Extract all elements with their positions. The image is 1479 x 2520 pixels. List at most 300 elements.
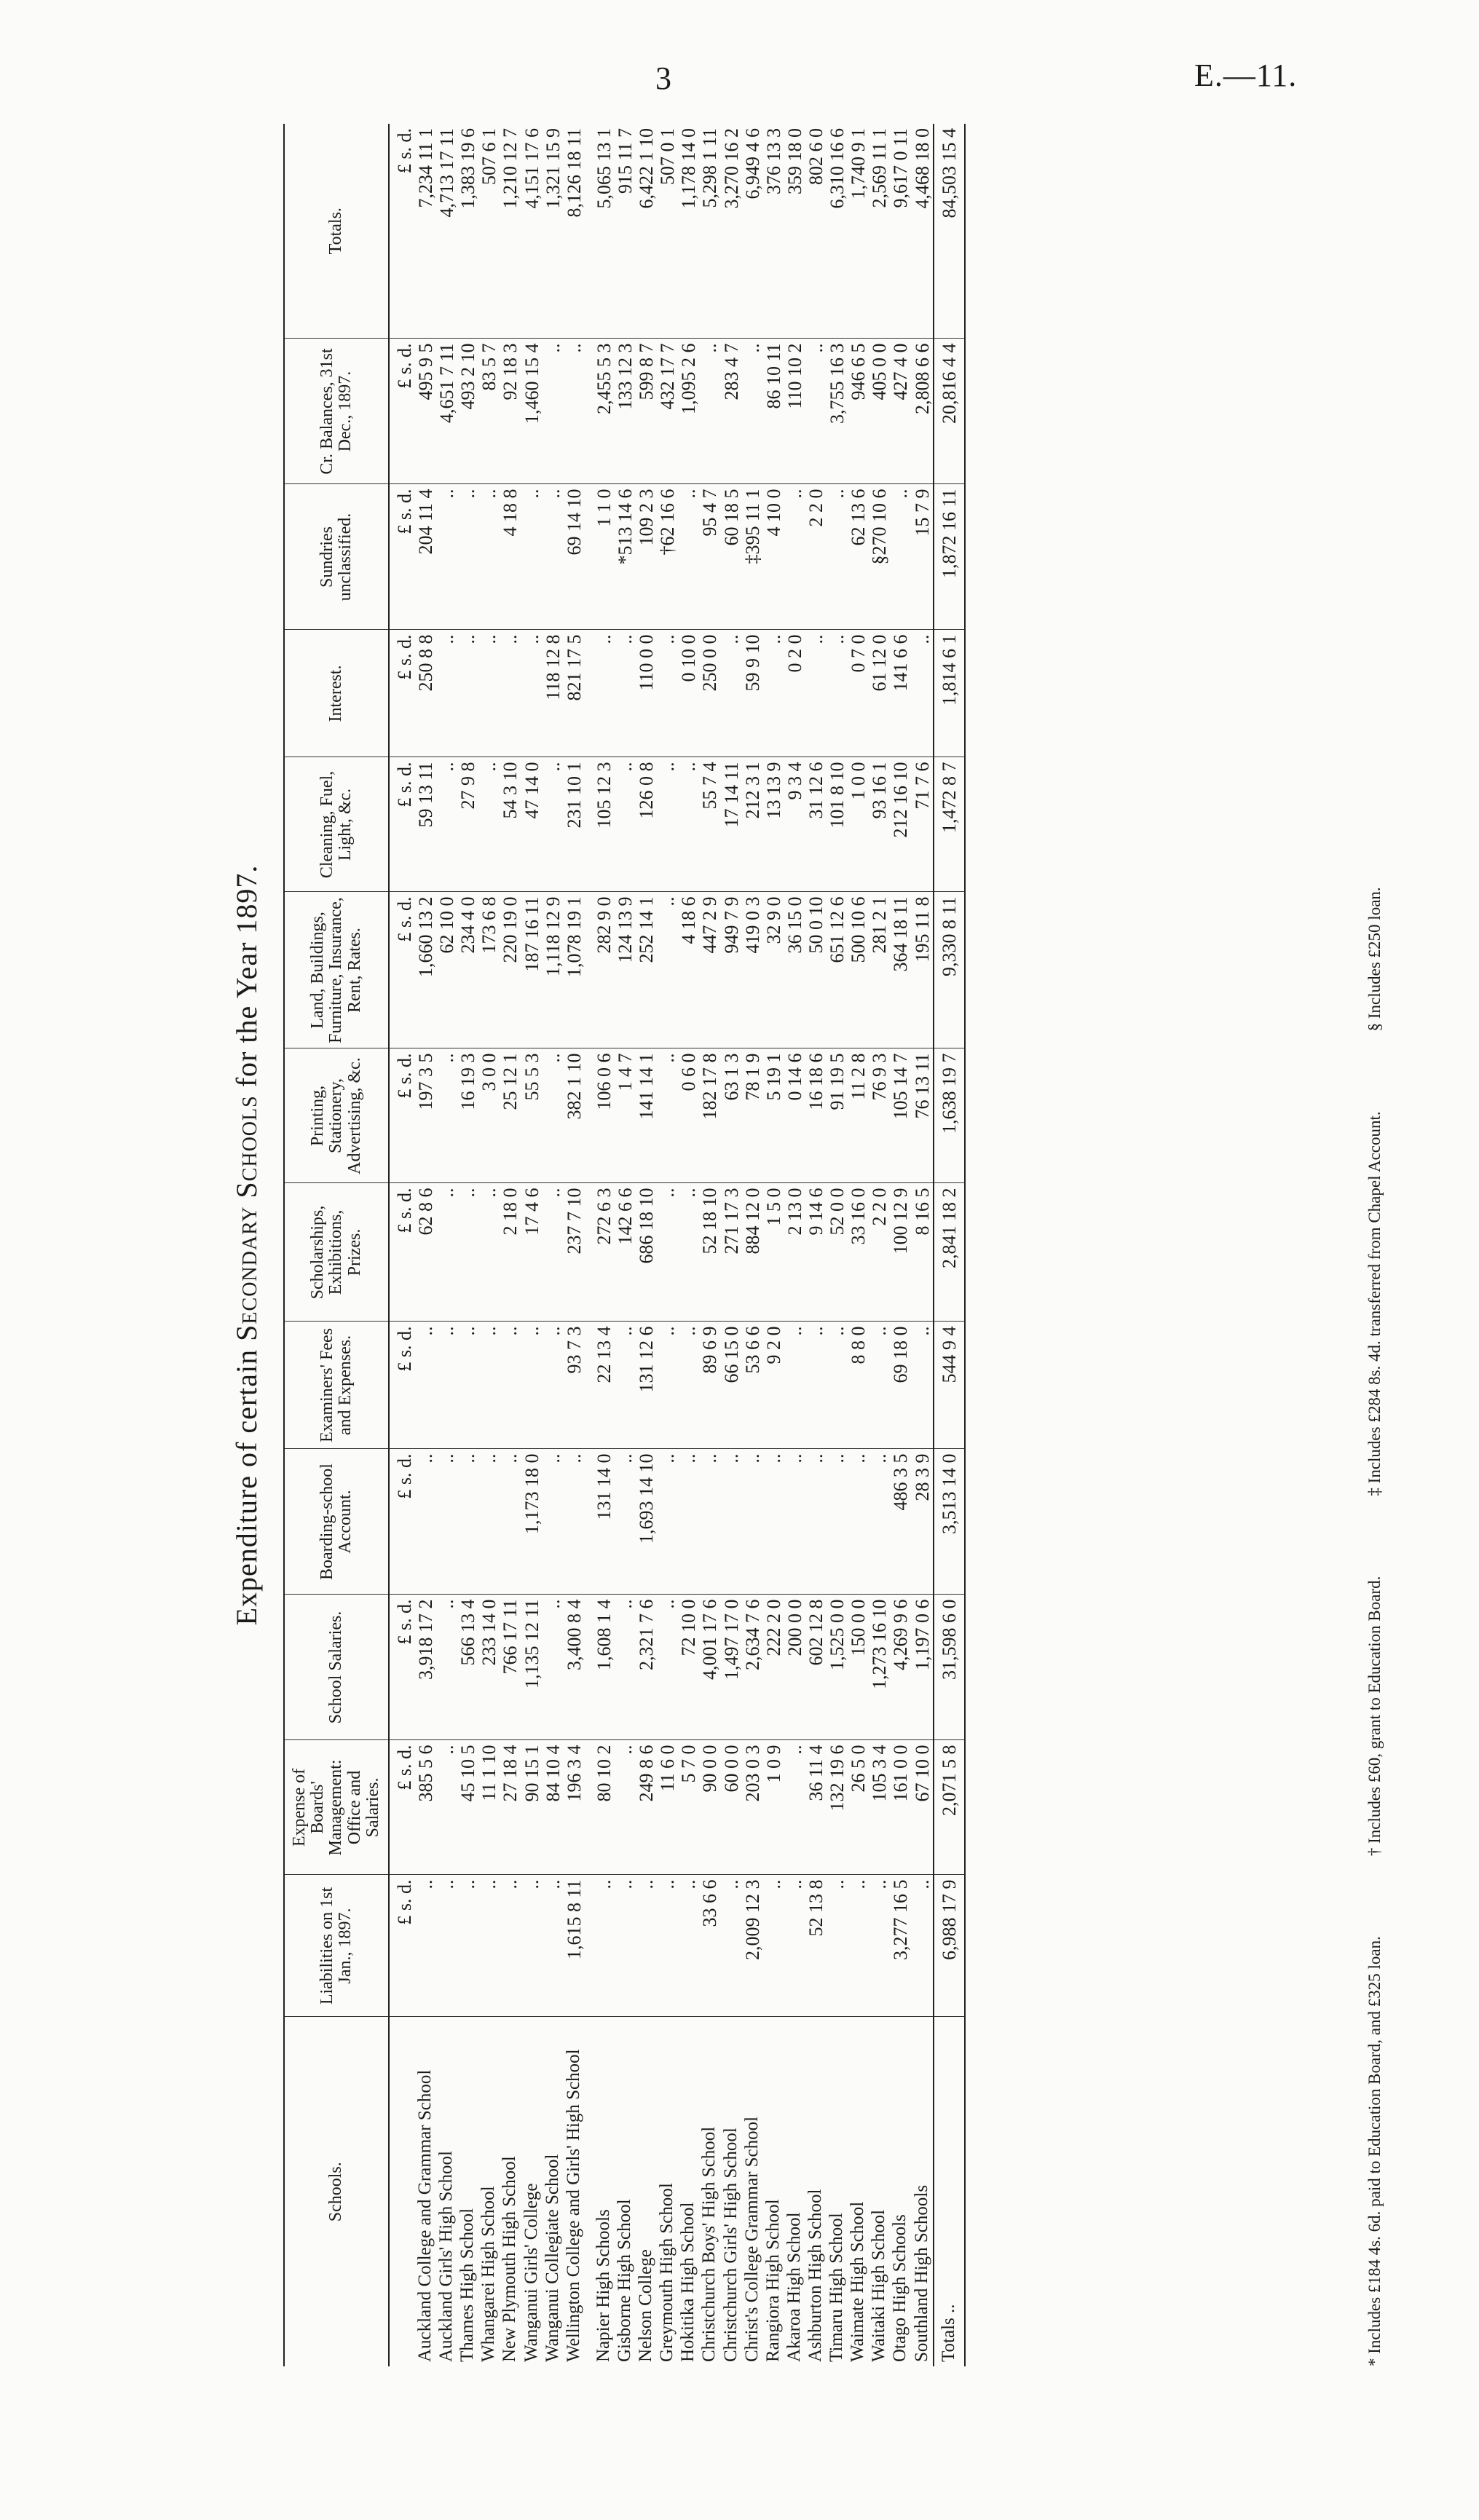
cell-sund: §270 10 6 xyxy=(869,484,890,630)
cell-liab: .. xyxy=(478,1875,500,2017)
cell-schol: 2 2 0 xyxy=(869,1183,890,1322)
cell-tot: 6,310 16 6 xyxy=(827,124,848,339)
cell-liab: .. xyxy=(678,1875,699,2017)
units-label: £ s. d. xyxy=(389,339,415,484)
cell-tot: 1,321 15 9 xyxy=(543,124,564,339)
table-row xyxy=(415,124,436,2366)
cell-liab: .. xyxy=(869,1875,890,2017)
cell-board: .. xyxy=(543,1449,564,1595)
cell-mgmt: 84 10 4 xyxy=(543,1740,564,1875)
cell-exam: 9 2 0 xyxy=(763,1322,784,1449)
cell-schol: .. xyxy=(543,1183,564,1322)
cell-int: 61 12 0 xyxy=(869,630,890,757)
total-sal: 31,598 6 0 xyxy=(934,1595,965,1740)
school-name: Christchurch Girls' High School xyxy=(720,2128,741,2362)
cell-int: 821 17 5 xyxy=(564,630,585,757)
cell-tot: 8,126 18 11 xyxy=(564,124,585,339)
cell-tot: 376 13 3 xyxy=(763,124,784,339)
cell-mgmt: 26 5 0 xyxy=(848,1740,869,1875)
school-name: Timaru High School xyxy=(827,2213,847,2362)
cell-exam: .. xyxy=(457,1322,478,1449)
cell-clean: .. xyxy=(436,757,457,892)
cell-schol: 1 5 0 xyxy=(763,1183,784,1322)
cell-clean: 9 3 4 xyxy=(784,757,805,892)
cell-land: 419 0 3 xyxy=(742,892,763,1048)
cell-clean: .. xyxy=(657,757,678,892)
cell-liab: .. xyxy=(415,1875,436,2017)
cell-int: 118 12 8 xyxy=(543,630,564,757)
cell-print: 182 17 8 xyxy=(699,1048,720,1183)
title-prefix: Expenditure of certain xyxy=(230,1348,263,1626)
school-name: Otago High Schools xyxy=(890,2214,910,2362)
cell-schol: 8 16 5 xyxy=(912,1183,934,1322)
cell-liab: .. xyxy=(521,1875,543,2017)
cell-tot: 6,422 1 10 xyxy=(636,124,657,339)
cell-land: 1,078 19 1 xyxy=(564,892,585,1048)
cell-sal: 1,273 16 10 xyxy=(869,1595,890,1740)
cell-liab: .. xyxy=(615,1875,636,2017)
cell-tot: 5,298 1 11 xyxy=(699,124,720,339)
cell-int: .. xyxy=(827,630,848,757)
cell-clean: 31 12 6 xyxy=(805,757,827,892)
table-row xyxy=(478,124,500,2366)
table-row xyxy=(742,124,763,2366)
school-name: Thames High School xyxy=(457,2208,478,2362)
school-name: Whangarei High School xyxy=(478,2186,499,2362)
cell-clean: 13 13 9 xyxy=(763,757,784,892)
cell-sal: 566 13 4 xyxy=(457,1595,478,1740)
cell-board: .. xyxy=(742,1449,763,1595)
header-interest: Interest. xyxy=(284,630,389,757)
cell-int: 110 0 0 xyxy=(636,630,657,757)
cell-print: 3 0 0 xyxy=(478,1048,500,1183)
cell-sal: 3,918 17 2 xyxy=(415,1595,436,1740)
cell-sal: 200 0 0 xyxy=(784,1595,805,1740)
header-sundries: Sundries unclassified. xyxy=(284,484,389,630)
cell-exam: 89 6 9 xyxy=(699,1322,720,1449)
total-land: 9,330 8 11 xyxy=(934,892,965,1048)
cell-sal: 4,269 9 6 xyxy=(890,1595,911,1740)
school-name: Greymouth High School xyxy=(657,2183,677,2362)
cell-land: 364 18 11 xyxy=(890,892,911,1048)
table-row xyxy=(890,124,911,2366)
cell-exam: .. xyxy=(912,1322,934,1449)
cell-tot: 2,569 11 1 xyxy=(869,124,890,339)
cell-board: .. xyxy=(415,1449,436,1595)
cell-bal: 92 18 3 xyxy=(500,339,521,484)
cell-int: 0 2 0 xyxy=(784,630,805,757)
cell-exam: .. xyxy=(478,1322,500,1449)
cell-exam: .. xyxy=(805,1322,827,1449)
header-land: Land, Buildings, Furniture, Insurance, Rent, Rates. xyxy=(284,892,389,1048)
cell-clean: 101 8 10 xyxy=(827,757,848,892)
cell-land: 187 16 11 xyxy=(521,892,543,1048)
cell-tot: 9,617 0 11 xyxy=(890,124,911,339)
cell-int: 250 0 0 xyxy=(699,630,720,757)
header-scholarships: Scholarships, Exhibitions, Prizes. xyxy=(284,1183,389,1322)
cell-schol: 2 13 0 xyxy=(784,1183,805,1322)
cell-bal: 3,755 16 3 xyxy=(827,339,848,484)
cell-clean: 71 7 6 xyxy=(912,757,934,892)
total-board: 3,513 14 0 xyxy=(934,1449,965,1595)
cell-liab: 1,615 8 11 xyxy=(564,1875,585,2017)
table-row xyxy=(521,124,543,2366)
cell-int: 0 10 0 xyxy=(678,630,699,757)
cell-print: 25 12 1 xyxy=(500,1048,521,1183)
table-row xyxy=(763,124,784,2366)
units-label: £ s. d. xyxy=(389,124,415,339)
cell-land: 124 13 9 xyxy=(615,892,636,1048)
cell-print: 16 19 3 xyxy=(457,1048,478,1183)
cell-clean: 231 10 1 xyxy=(564,757,585,892)
table-row xyxy=(585,124,615,2366)
cell-sund: .. xyxy=(678,484,699,630)
cell-sal: 602 12 8 xyxy=(805,1595,827,1740)
cell-schol: 884 12 0 xyxy=(742,1183,763,1322)
footnotes xyxy=(1365,124,1384,2366)
cell-print: 91 19 5 xyxy=(827,1048,848,1183)
cell-mgmt: 203 0 3 xyxy=(742,1740,763,1875)
cell-tot: 6,949 4 6 xyxy=(742,124,763,339)
footnote-1: * Includes £184 4s. 6d. paid to Education Board, and £325 loan. xyxy=(1365,1936,1384,2366)
table-row xyxy=(436,124,457,2366)
cell-bal: .. xyxy=(564,339,585,484)
cell-sund: 109 2 3 xyxy=(636,484,657,630)
header-management: Expense of Boards' Management: Office and Salaries. xyxy=(284,1740,389,1875)
header-balances: Cr. Balances, 31st Dec., 1897. xyxy=(284,339,389,484)
cell-int: .. xyxy=(521,630,543,757)
cell-bal: 599 8 7 xyxy=(636,339,657,484)
cell-board: .. xyxy=(784,1449,805,1595)
cell-mgmt: .. xyxy=(784,1740,805,1875)
cell-exam: .. xyxy=(543,1322,564,1449)
cell-sund: ‡395 11 1 xyxy=(742,484,763,630)
cell-schol: 100 12 9 xyxy=(890,1183,911,1322)
cell-land: 4 18 6 xyxy=(678,892,699,1048)
cell-print: 382 1 10 xyxy=(564,1048,585,1183)
school-name: Ashburton High School xyxy=(805,2189,826,2362)
cell-exam: .. xyxy=(521,1322,543,1449)
cell-print: 76 13 11 xyxy=(912,1048,934,1183)
totals-label: Totals .. xyxy=(934,2017,965,2366)
cell-exam: .. xyxy=(657,1322,678,1449)
school-name: Napier High Schools xyxy=(593,2209,613,2362)
cell-clean: .. xyxy=(678,757,699,892)
table-row xyxy=(912,124,934,2366)
cell-schol: 237 7 10 xyxy=(564,1183,585,1322)
cell-board: .. xyxy=(457,1449,478,1595)
table-row xyxy=(678,124,699,2366)
cell-sund: 60 18 5 xyxy=(721,484,742,630)
cell-clean: 126 0 8 xyxy=(636,757,657,892)
cell-liab: 3,277 16 5 xyxy=(890,1875,911,2017)
title-suffix: for the Year 1897. xyxy=(230,864,263,1088)
cell-tot: 4,468 18 0 xyxy=(912,124,934,339)
cell-sal: 4,001 17 6 xyxy=(699,1595,720,1740)
cell-sund: 1 1 0 xyxy=(585,484,615,630)
cell-sund: .. xyxy=(827,484,848,630)
cell-board: .. xyxy=(805,1449,827,1595)
cell-mgmt: 90 15 1 xyxy=(521,1740,543,1875)
cell-sal: 233 14 0 xyxy=(478,1595,500,1740)
cell-int: 141 6 6 xyxy=(890,630,911,757)
cell-print: .. xyxy=(436,1048,457,1183)
cell-sund: 62 13 6 xyxy=(848,484,869,630)
cell-print: 105 14 7 xyxy=(890,1048,911,1183)
totals-row xyxy=(934,124,965,2366)
cell-tot: 3,270 16 2 xyxy=(721,124,742,339)
cell-print: 106 0 6 xyxy=(585,1048,615,1183)
cell-sal: 222 2 0 xyxy=(763,1595,784,1740)
cell-clean: 27 9 8 xyxy=(457,757,478,892)
cell-sal: 2,321 7 6 xyxy=(636,1595,657,1740)
cell-liab: .. xyxy=(763,1875,784,2017)
cell-clean: 93 16 1 xyxy=(869,757,890,892)
cell-clean: 47 14 0 xyxy=(521,757,543,892)
cell-tot: 507 6 1 xyxy=(478,124,500,339)
cell-sund: *513 14 6 xyxy=(615,484,636,630)
cell-sal: 1,197 0 6 xyxy=(912,1595,934,1740)
cell-schol: 9 14 6 xyxy=(805,1183,827,1322)
header-row xyxy=(284,124,389,2366)
cell-schol: 33 16 0 xyxy=(848,1183,869,1322)
cell-sund: 69 14 10 xyxy=(564,484,585,630)
total-schol: 2,841 18 2 xyxy=(934,1183,965,1322)
cell-print: .. xyxy=(657,1048,678,1183)
school-name: Wanganui Girls' College xyxy=(521,2183,541,2362)
cell-mgmt: 5 7 0 xyxy=(678,1740,699,1875)
cell-mgmt: 36 11 4 xyxy=(805,1740,827,1875)
cell-schol: 17 4 6 xyxy=(521,1183,543,1322)
cell-liab: 52 13 8 xyxy=(805,1875,827,2017)
cell-sund: 204 11 4 xyxy=(415,484,436,630)
cell-sal: 1,525 0 0 xyxy=(827,1595,848,1740)
cell-land: .. xyxy=(657,892,678,1048)
cell-liab: .. xyxy=(436,1875,457,2017)
units-spacer xyxy=(389,2017,415,2366)
cell-liab: .. xyxy=(457,1875,478,2017)
cell-schol: 142 6 6 xyxy=(615,1183,636,1322)
cell-mgmt: 11 1 10 xyxy=(478,1740,500,1875)
cell-board: .. xyxy=(721,1449,742,1595)
cell-sal: 1,135 12 11 xyxy=(521,1595,543,1740)
cell-print: 78 1 9 xyxy=(742,1048,763,1183)
cell-liab: .. xyxy=(543,1875,564,2017)
cell-sund: 15 7 9 xyxy=(912,484,934,630)
cell-sal: 1,608 1 4 xyxy=(585,1595,615,1740)
cell-int: .. xyxy=(805,630,827,757)
header-cleaning: Cleaning, Fuel, Light, &c. xyxy=(284,757,389,892)
cell-liab: .. xyxy=(912,1875,934,2017)
cell-print: 16 18 6 xyxy=(805,1048,827,1183)
header-boarding: Boarding-school Account. xyxy=(284,1449,389,1595)
header-liabilities: Liabilities on 1st Jan., 1897. xyxy=(284,1875,389,2017)
cell-exam: .. xyxy=(436,1322,457,1449)
cell-board: 28 3 9 xyxy=(912,1449,934,1595)
cell-clean: .. xyxy=(478,757,500,892)
header-salaries: School Salaries. xyxy=(284,1595,389,1740)
cell-board: 486 3 5 xyxy=(890,1449,911,1595)
units-label: £ s. d. xyxy=(389,1449,415,1595)
cell-tot: 4,713 17 11 xyxy=(436,124,457,339)
cell-mgmt: 60 0 0 xyxy=(721,1740,742,1875)
cell-board: .. xyxy=(763,1449,784,1595)
cell-int: .. xyxy=(436,630,457,757)
cell-schol: 272 6 3 xyxy=(585,1183,615,1322)
cell-print: 0 6 0 xyxy=(678,1048,699,1183)
school-name: Waimate High School xyxy=(848,2201,868,2362)
cell-exam: 66 15 0 xyxy=(721,1322,742,1449)
cell-tot: 359 18 0 xyxy=(784,124,805,339)
school-name: Christ's College Grammar School xyxy=(741,2116,762,2362)
cell-exam: .. xyxy=(869,1322,890,1449)
cell-mgmt: 132 19 6 xyxy=(827,1740,848,1875)
cell-int: .. xyxy=(763,630,784,757)
cell-land: 949 7 9 xyxy=(721,892,742,1048)
cell-bal: .. xyxy=(805,339,827,484)
units-row xyxy=(389,124,415,2366)
cell-print: 76 9 3 xyxy=(869,1048,890,1183)
cell-print: 11 2 8 xyxy=(848,1048,869,1183)
cell-exam: 93 7 3 xyxy=(564,1322,585,1449)
cell-exam: 131 12 6 xyxy=(636,1322,657,1449)
cell-bal: .. xyxy=(742,339,763,484)
cell-land: 1,118 12 9 xyxy=(543,892,564,1048)
cell-tot: 507 0 1 xyxy=(657,124,678,339)
cell-bal: 495 9 5 xyxy=(415,339,436,484)
school-name: Southland High Schools xyxy=(911,2184,931,2362)
cell-board: .. xyxy=(564,1449,585,1595)
header-totals: Totals. xyxy=(284,124,389,339)
total-print: 1,638 19 7 xyxy=(934,1048,965,1183)
cell-exam: .. xyxy=(784,1322,805,1449)
cell-exam: 53 6 6 xyxy=(742,1322,763,1449)
cell-sal: .. xyxy=(436,1595,457,1740)
cell-board: .. xyxy=(827,1449,848,1595)
school-name: Nelson College xyxy=(636,2249,656,2362)
cell-sund: .. xyxy=(543,484,564,630)
cell-board: 1,693 14 10 xyxy=(636,1449,657,1595)
cell-land: 173 6 8 xyxy=(478,892,500,1048)
cell-clean: 212 16 10 xyxy=(890,757,911,892)
cell-schol: .. xyxy=(678,1183,699,1322)
table-row xyxy=(657,124,678,2366)
cell-bal: 427 4 0 xyxy=(890,339,911,484)
school-name: Auckland College and Grammar School xyxy=(415,2069,435,2362)
header-schools: Schools. xyxy=(284,2017,389,2366)
cell-exam: .. xyxy=(415,1322,436,1449)
cell-land: 500 10 6 xyxy=(848,892,869,1048)
total-exam: 544 9 4 xyxy=(934,1322,965,1449)
cell-schol: 271 17 3 xyxy=(721,1183,742,1322)
cell-bal: 86 10 11 xyxy=(763,339,784,484)
cell-mgmt: 1 0 9 xyxy=(763,1740,784,1875)
cell-bal: 1,095 2 6 xyxy=(678,339,699,484)
cell-land: 234 4 0 xyxy=(457,892,478,1048)
cell-int: .. xyxy=(478,630,500,757)
cell-clean: .. xyxy=(615,757,636,892)
cell-schol: 52 0 0 xyxy=(827,1183,848,1322)
table-row xyxy=(848,124,869,2366)
units-label: £ s. d. xyxy=(389,1048,415,1183)
cell-board: .. xyxy=(657,1449,678,1595)
cell-sal: 766 17 11 xyxy=(500,1595,521,1740)
cell-print: 141 14 1 xyxy=(636,1048,657,1183)
cell-board: 131 14 0 xyxy=(585,1449,615,1595)
footnote-4: § Includes £250 loan. xyxy=(1365,887,1384,1032)
cell-sal: .. xyxy=(657,1595,678,1740)
cell-bal: 110 10 2 xyxy=(784,339,805,484)
cell-liab: .. xyxy=(657,1875,678,2017)
expenditure-table xyxy=(283,124,966,2366)
cell-tot: 915 11 7 xyxy=(615,124,636,339)
cell-mgmt: 67 10 0 xyxy=(912,1740,934,1875)
cell-mgmt: 196 3 4 xyxy=(564,1740,585,1875)
cell-mgmt: .. xyxy=(436,1740,457,1875)
cell-bal: 83 5 7 xyxy=(478,339,500,484)
cell-board: .. xyxy=(615,1449,636,1595)
cell-int: 0 7 0 xyxy=(848,630,869,757)
cell-tot: 1,740 9 1 xyxy=(848,124,869,339)
cell-mgmt: 90 0 0 xyxy=(699,1740,720,1875)
cell-liab: .. xyxy=(585,1875,615,2017)
cell-liab: .. xyxy=(784,1875,805,2017)
cell-sund: .. xyxy=(478,484,500,630)
cell-bal: 4,651 7 11 xyxy=(436,339,457,484)
cell-board: 1,173 18 0 xyxy=(521,1449,543,1595)
cell-land: 447 2 9 xyxy=(699,892,720,1048)
cell-tot: 4,151 17 6 xyxy=(521,124,543,339)
school-name: New Plymouth High School xyxy=(500,2156,520,2362)
cell-land: 62 10 0 xyxy=(436,892,457,1048)
document-reference: E.—11. xyxy=(1194,58,1298,93)
school-name: Waitaki High School xyxy=(869,2209,889,2362)
cell-exam: 8 8 0 xyxy=(848,1322,869,1449)
cell-mgmt: 385 5 6 xyxy=(415,1740,436,1875)
cell-exam: .. xyxy=(827,1322,848,1449)
cell-sund: 95 4 7 xyxy=(699,484,720,630)
units-label: £ s. d. xyxy=(389,630,415,757)
cell-int: .. xyxy=(585,630,615,757)
cell-board: .. xyxy=(699,1449,720,1595)
cell-sund: 4 18 8 xyxy=(500,484,521,630)
header-examiners: Examiners' Fees and Expenses. xyxy=(284,1322,389,1449)
total-mgmt: 2,071 5 8 xyxy=(934,1740,965,1875)
cell-liab: 2,009 12 3 xyxy=(742,1875,763,2017)
total-clean: 1,472 8 7 xyxy=(934,757,965,892)
units-label: £ s. d. xyxy=(389,1322,415,1449)
cell-bal: 946 6 5 xyxy=(848,339,869,484)
total-sund: 1,872 16 11 xyxy=(934,484,965,630)
cell-mgmt: 80 10 2 xyxy=(585,1740,615,1875)
total-bal: 20,816 4 4 xyxy=(934,339,965,484)
cell-land: 651 12 6 xyxy=(827,892,848,1048)
school-name: Hokitika High School xyxy=(678,2202,698,2362)
table-row xyxy=(805,124,827,2366)
cell-print: 197 3 5 xyxy=(415,1048,436,1183)
cell-clean: 1 0 0 xyxy=(848,757,869,892)
cell-tot: 1,178 14 0 xyxy=(678,124,699,339)
school-name: Wanganui Collegiate School xyxy=(542,2154,562,2362)
cell-bal: 405 0 0 xyxy=(869,339,890,484)
cell-schol: 686 18 10 xyxy=(636,1183,657,1322)
cell-tot: 1,383 19 6 xyxy=(457,124,478,339)
cell-print: 63 1 3 xyxy=(721,1048,742,1183)
cell-clean: .. xyxy=(543,757,564,892)
cell-board: .. xyxy=(478,1449,500,1595)
cell-sal: 150 0 0 xyxy=(848,1595,869,1740)
units-label: £ s. d. xyxy=(389,757,415,892)
